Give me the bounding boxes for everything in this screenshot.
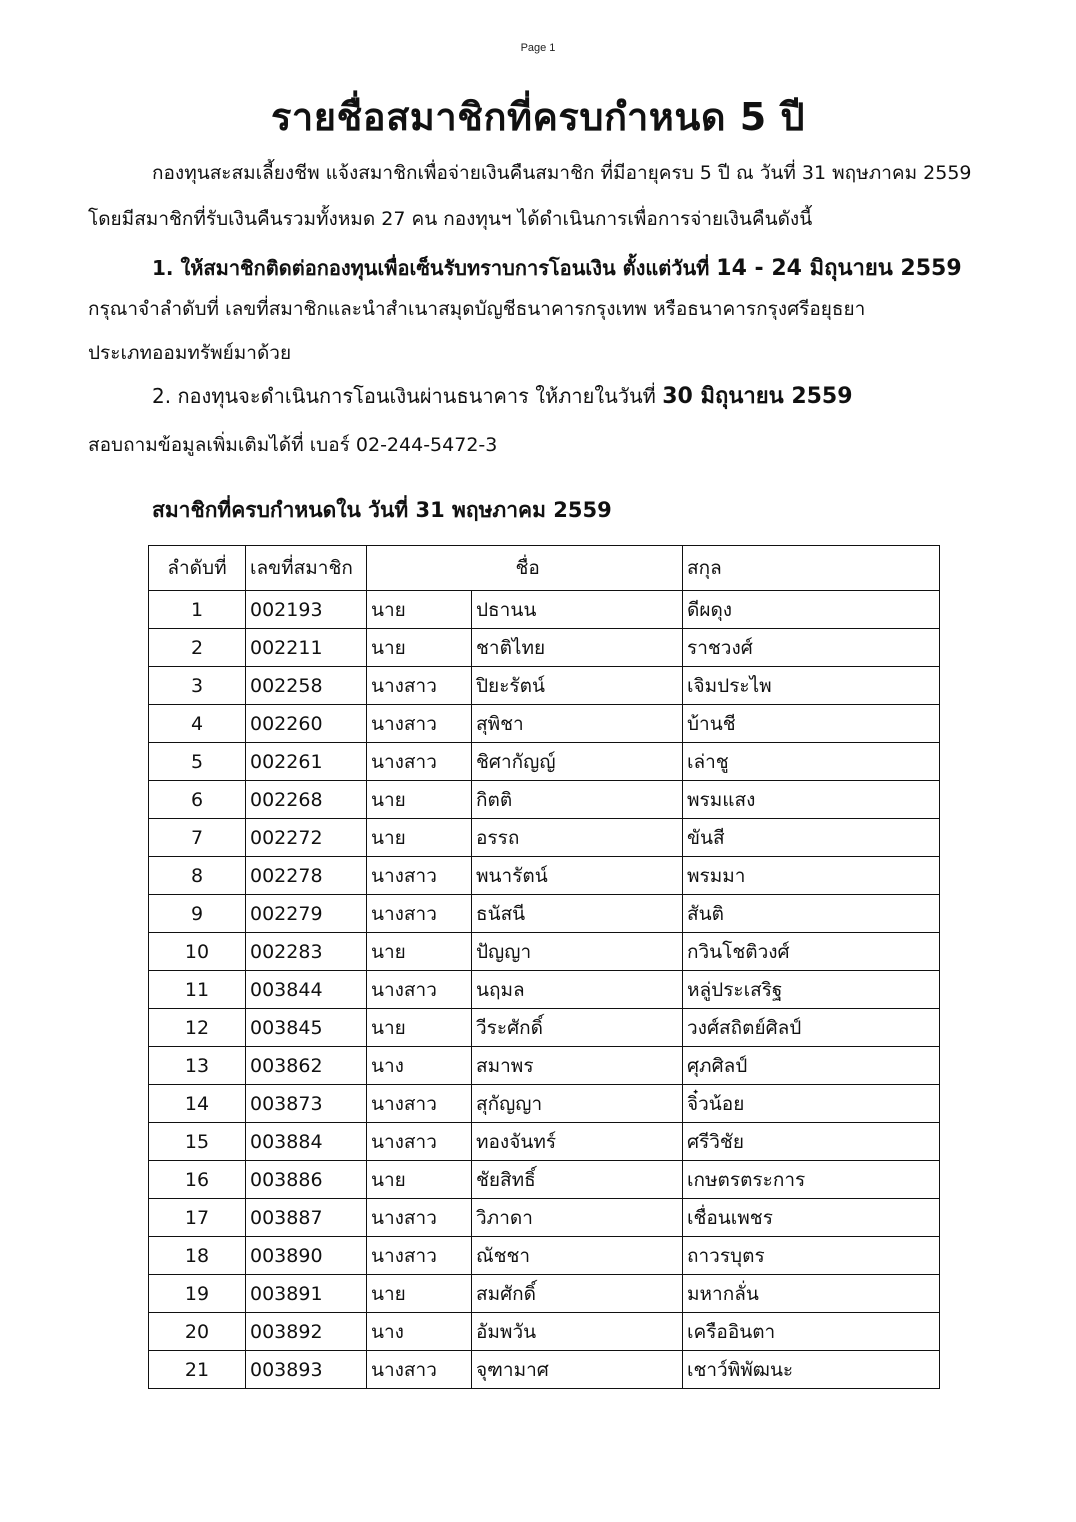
table-body — [149, 591, 940, 1389]
first-name: ชาติไทย — [472, 629, 683, 667]
surname: กวินโชติวงศ์ — [683, 933, 940, 971]
member-id: 003890 — [246, 1237, 367, 1275]
notice-item-1 — [152, 250, 962, 285]
row-no: 11 — [149, 971, 246, 1009]
first-name: สุกัญญา — [472, 1085, 683, 1123]
notice-paragraph-5: ประเภทออมทรัพย์มาด้วย — [88, 342, 292, 364]
name-title: นาย — [367, 1161, 472, 1199]
notice-paragraph-2: โดยมีสมาชิกที่รับเงินคืนรวมทั้งหมด 27 คน กองทุนฯ ได้ดำเนินการเพื่อการจ่ายเงินคืนดังนี้ — [88, 208, 813, 230]
row-no: 7 — [149, 819, 246, 857]
surname: ถาวรบุตร — [683, 1237, 940, 1275]
name-title: นางสาว — [367, 667, 472, 705]
members-table — [148, 545, 940, 1389]
table-row — [149, 1085, 940, 1123]
first-name: วีระศักดิ์ — [472, 1009, 683, 1047]
table-row — [149, 1009, 940, 1047]
row-no: 20 — [149, 1313, 246, 1351]
first-name: สุพิชา — [472, 705, 683, 743]
first-name: จุฑามาศ — [472, 1351, 683, 1389]
item-2-text: 2. กองทุนจะดำเนินการโอนเงินผ่านธนาคาร ให้ภายในวันที่ — [152, 384, 663, 408]
table-row — [149, 1275, 940, 1313]
row-no: 16 — [149, 1161, 246, 1199]
surname: เล่าชู — [683, 743, 940, 781]
name-title: นาย — [367, 933, 472, 971]
name-title: นางสาว — [367, 857, 472, 895]
surname: สันติ — [683, 895, 940, 933]
member-id: 002283 — [246, 933, 367, 971]
surname: ราชวงศ์ — [683, 629, 940, 667]
notice-paragraph-1: กองทุนสะสมเลี้ยงชีพ แจ้งสมาชิกเพื่อจ่ายเงินคืนสมาชิก ที่มีอายุครบ 5 ปี ณ วันที่ 31 พฤษภาคม 2559 — [152, 162, 972, 184]
header-name-label: ชื่อ — [515, 557, 540, 579]
member-id: 003884 — [246, 1123, 367, 1161]
member-id: 002268 — [246, 781, 367, 819]
first-name: ปิยะรัตน์ — [472, 667, 683, 705]
name-title: นางสาว — [367, 1237, 472, 1275]
member-id: 002260 — [246, 705, 367, 743]
surname: เกษตรตระการ — [683, 1161, 940, 1199]
name-title: นาย — [367, 629, 472, 667]
surname: เครืออินตา — [683, 1313, 940, 1351]
name-title: นางสาว — [367, 1123, 472, 1161]
surname: จิ๋วน้อย — [683, 1085, 940, 1123]
table-row — [149, 819, 940, 857]
name-title: นางสาว — [367, 895, 472, 933]
item-1-date: 14 - 24 มิถุนายน 2559 — [716, 256, 962, 281]
table-row — [149, 705, 940, 743]
member-id: 003887 — [246, 1199, 367, 1237]
surname: พรมแสง — [683, 781, 940, 819]
row-no: 1 — [149, 591, 246, 629]
first-name: อรรถ — [472, 819, 683, 857]
name-title: นาง — [367, 1047, 472, 1085]
table-row — [149, 743, 940, 781]
table-row — [149, 591, 940, 629]
first-name: ชิศากัญญ์ — [472, 743, 683, 781]
table-row — [149, 629, 940, 667]
member-id: 002261 — [246, 743, 367, 781]
table-row — [149, 1313, 940, 1351]
name-title: นางสาว — [367, 1085, 472, 1123]
first-name: ชัยสิทธิ์ — [472, 1161, 683, 1199]
table-row — [149, 933, 940, 971]
name-title: นางสาว — [367, 1351, 472, 1389]
first-name: อัมพวัน — [472, 1313, 683, 1351]
surname: เชื่อนเพชร — [683, 1199, 940, 1237]
first-name: ณัชชา — [472, 1237, 683, 1275]
row-no: 9 — [149, 895, 246, 933]
member-id: 002193 — [246, 591, 367, 629]
notice-paragraph-4: กรุณาจำลำดับที่ เลขที่สมาชิกและนำสำเนาสมุดบัญชีธนาคารกรุงเทพ หรือธนาคารกรุงศรีอยุธยา — [88, 298, 866, 320]
table-subtitle: สมาชิกที่ครบกำหนดใน วันที่ 31 พฤษภาคม 2559 — [152, 498, 612, 522]
row-no: 3 — [149, 667, 246, 705]
member-id: 003862 — [246, 1047, 367, 1085]
name-title: นาย — [367, 1009, 472, 1047]
page-label: Page 1 — [520, 42, 556, 54]
table-row — [149, 1199, 940, 1237]
surname: พรมมา — [683, 857, 940, 895]
table-row — [149, 1161, 940, 1199]
first-name: กิตติ — [472, 781, 683, 819]
first-name: นฤมล — [472, 971, 683, 1009]
surname: ดีผดุง — [683, 591, 940, 629]
name-title: นางสาว — [367, 971, 472, 1009]
first-name: ทองจันทร์ — [472, 1123, 683, 1161]
table-row — [149, 667, 940, 705]
name-title: นาย — [367, 591, 472, 629]
table-row — [149, 857, 940, 895]
document-title: รายชื่อสมาชิกที่ครบกำหนด 5 ปี — [270, 95, 806, 139]
item-1-text: 1. ให้สมาชิกติดต่อกองทุนเพื่อเซ็นรับทราบการโอนเงิน ตั้งแต่วันที่ — [152, 256, 717, 280]
name-title: นาย — [367, 781, 472, 819]
table-row — [149, 895, 940, 933]
first-name: สมศักดิ์ — [472, 1275, 683, 1313]
name-title: นาย — [367, 819, 472, 857]
first-name: พนารัตน์ — [472, 857, 683, 895]
member-id: 003893 — [246, 1351, 367, 1389]
row-no: 4 — [149, 705, 246, 743]
member-id: 002258 — [246, 667, 367, 705]
surname: ศุภศิลป์ — [683, 1047, 940, 1085]
header-title-blank — [367, 546, 472, 591]
item-2-date: 30 มิถุนายน 2559 — [662, 384, 853, 409]
table-row — [149, 1123, 940, 1161]
surname: มหากลั่น — [683, 1275, 940, 1313]
row-no: 5 — [149, 743, 246, 781]
member-id: 003845 — [246, 1009, 367, 1047]
first-name: ปธานน — [472, 591, 683, 629]
member-id: 003873 — [246, 1085, 367, 1123]
row-no: 15 — [149, 1123, 246, 1161]
header-no: ลำดับที่ — [149, 546, 246, 591]
surname: บ้านชี — [683, 705, 940, 743]
row-no: 12 — [149, 1009, 246, 1047]
header-name — [472, 546, 683, 591]
member-id: 003891 — [246, 1275, 367, 1313]
first-name: สมาพร — [472, 1047, 683, 1085]
first-name: ปัญญา — [472, 933, 683, 971]
member-id: 003886 — [246, 1161, 367, 1199]
member-id: 003892 — [246, 1313, 367, 1351]
name-title: นาย — [367, 1275, 472, 1313]
name-title: นางสาว — [367, 743, 472, 781]
member-id: 002278 — [246, 857, 367, 895]
first-name: วิภาดา — [472, 1199, 683, 1237]
surname: ขันสี — [683, 819, 940, 857]
member-id: 002211 — [246, 629, 367, 667]
name-title: นางสาว — [367, 705, 472, 743]
row-no: 14 — [149, 1085, 246, 1123]
row-no: 18 — [149, 1237, 246, 1275]
row-no: 10 — [149, 933, 246, 971]
row-no: 6 — [149, 781, 246, 819]
name-title: นางสาว — [367, 1199, 472, 1237]
first-name: ธนัสนี — [472, 895, 683, 933]
table-header-row — [149, 546, 940, 591]
row-no: 17 — [149, 1199, 246, 1237]
table-row — [149, 1237, 940, 1275]
member-id: 003844 — [246, 971, 367, 1009]
table-row — [149, 971, 940, 1009]
header-surname: สกุล — [683, 546, 940, 591]
member-id: 002272 — [246, 819, 367, 857]
surname: เจิมประไพ — [683, 667, 940, 705]
contact-info: สอบถามข้อมูลเพิ่มเติมได้ที่ เบอร์ 02-244-5472-3 — [88, 434, 498, 456]
member-id: 002279 — [246, 895, 367, 933]
row-no: 13 — [149, 1047, 246, 1085]
row-no: 2 — [149, 629, 246, 667]
table-row — [149, 781, 940, 819]
header-member-id: เลขที่สมาชิก — [246, 546, 367, 591]
surname: ศรีวิชัย — [683, 1123, 940, 1161]
surname: เชาว์พิพัฒนะ — [683, 1351, 940, 1389]
table-row — [149, 1351, 940, 1389]
notice-item-2 — [152, 378, 853, 413]
row-no: 21 — [149, 1351, 246, 1389]
row-no: 19 — [149, 1275, 246, 1313]
surname: หลู่ประเสริฐ — [683, 971, 940, 1009]
table-row — [149, 1047, 940, 1085]
name-title: นาง — [367, 1313, 472, 1351]
surname: วงศ์สถิตย์ศิลป์ — [683, 1009, 940, 1047]
row-no: 8 — [149, 857, 246, 895]
